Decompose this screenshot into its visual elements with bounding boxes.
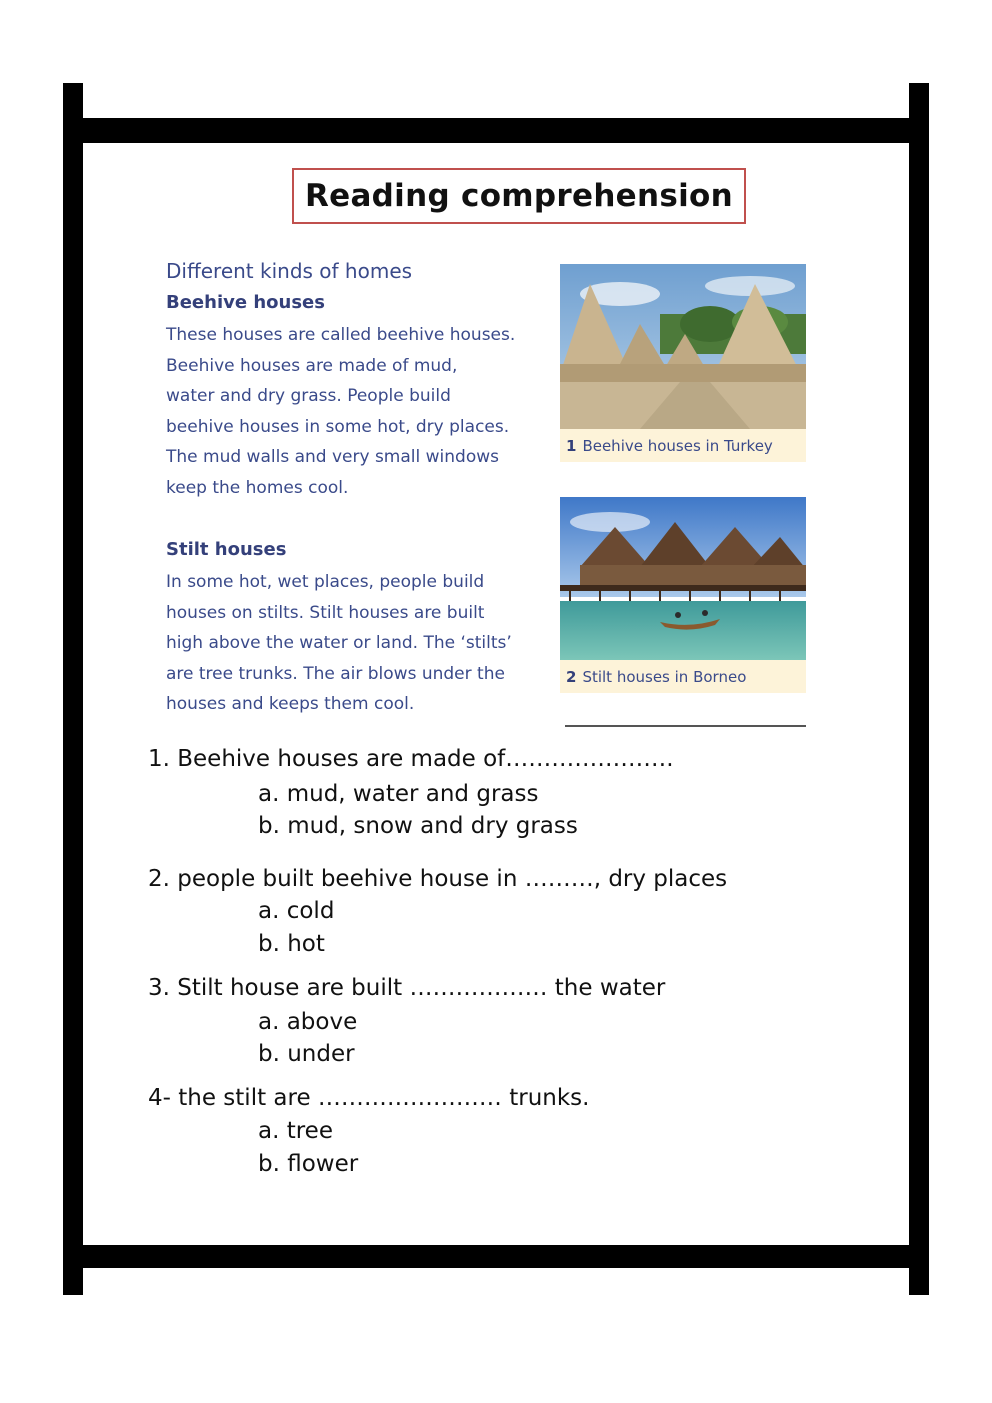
frame-bottom-border [63, 1245, 929, 1268]
paragraph-line: keep the homes cool. [166, 477, 349, 498]
question-3-option-b[interactable]: b. under [258, 1041, 355, 1067]
paragraph-line: high above the water or land. The ‘stilts’ [166, 633, 512, 653]
question-3: 3. Stilt house are built ……………… the water [148, 975, 666, 1001]
reading-heading: Different kinds of homes [166, 259, 413, 283]
paragraph-line: beehive houses in some hot, dry places. [166, 416, 510, 437]
question-2: 2. people built beehive house in ………, dry places [148, 866, 728, 892]
question-2-option-b[interactable]: b. hot [258, 931, 325, 957]
paragraph-line: The mud walls and very small windows [166, 447, 499, 467]
paragraph-line: houses on stilts. Stilt houses are built [166, 602, 485, 623]
section-title-stilt: Stilt houses [166, 539, 287, 560]
beehive-houses-image [560, 264, 806, 429]
question-2-option-a[interactable]: a. cold [258, 898, 335, 924]
stilt-houses-image [560, 497, 806, 660]
caption-text: Stilt houses in Borneo [582, 667, 747, 686]
paragraph-line: are tree trunks. The air blows under the [166, 663, 505, 684]
question-3-option-a[interactable]: a. above [258, 1009, 358, 1035]
frame-top-border [63, 118, 929, 143]
paragraph-stilt [166, 567, 556, 720]
paragraph-line: Beehive houses are made of mud, [166, 355, 458, 376]
paragraph-line: water and dry grass. People build [166, 386, 451, 406]
frame-left-border [63, 83, 83, 1295]
photo-caption [560, 660, 806, 693]
question-4: 4- the stilt are …………………… trunks. [148, 1085, 590, 1111]
photo-stilt-houses [560, 497, 806, 693]
caption-text: Beehive houses in Turkey [582, 436, 773, 455]
paragraph-line: houses and keeps them cool. [166, 694, 415, 714]
paragraph-line: These houses are called beehive houses. [166, 325, 516, 345]
question-4-option-a[interactable]: a. tree [258, 1118, 333, 1144]
page-title: Reading comprehension [304, 178, 734, 214]
section-title-beehive: Beehive houses [166, 292, 325, 313]
title-box [292, 168, 746, 224]
question-1: 1. Beehive houses are made of…………………. [148, 746, 674, 772]
photo-caption [560, 429, 806, 462]
question-4-option-b[interactable]: b. flower [258, 1151, 359, 1177]
question-1-option-a[interactable]: a. mud, water and grass [258, 781, 539, 807]
caption-number: 1 [566, 436, 577, 455]
paragraph-beehive [166, 320, 556, 503]
frame-right-border [909, 83, 929, 1295]
paragraph-line: In some hot, wet places, people build [166, 572, 485, 592]
divider-line [565, 725, 806, 727]
caption-number: 2 [566, 667, 577, 686]
photo-beehive-houses [560, 264, 806, 462]
question-1-option-b[interactable]: b. mud, snow and dry grass [258, 813, 578, 839]
